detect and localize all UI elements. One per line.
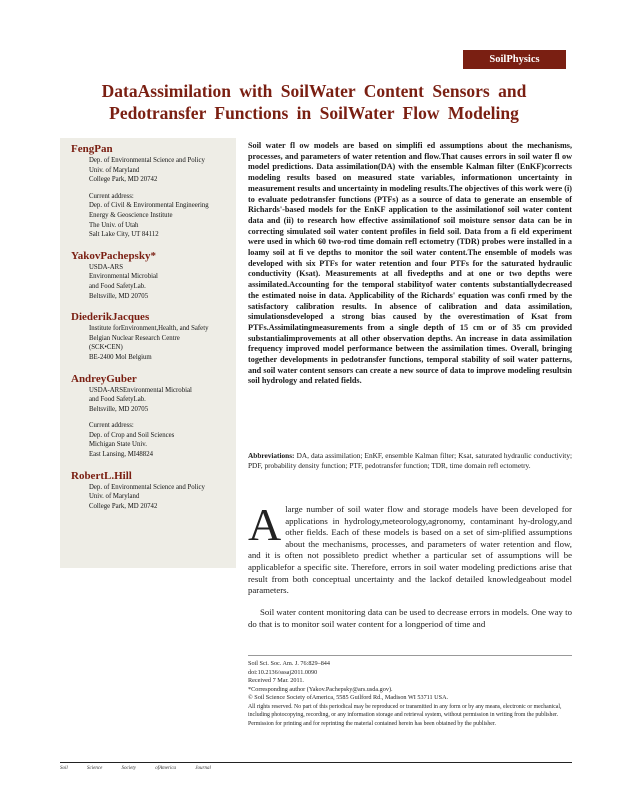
title-line-2: Pedotransfer Functions in SoilWater Flow Modeling [109, 103, 519, 123]
author-affiliations [60, 138, 236, 568]
affiliation-line: Dep. of Crop and Soil Sciences [89, 431, 175, 439]
corresponding-author: *Corresponding author (Yakov.Pachepsky@ars.usda.gov). [248, 685, 393, 693]
author-name: FengPan [71, 143, 113, 155]
drop-cap: A [248, 499, 282, 550]
affiliation-line: Dep. of Environmental Science and Policy [89, 483, 205, 491]
author-name: RobertL.Hill [71, 469, 132, 482]
affiliation-line: BE-2400 Mol Belgium [89, 353, 152, 361]
affiliation-line: College Park, MD 20742 [89, 502, 158, 510]
affiliation-line: Environmental Microbial [89, 273, 158, 281]
author-name: AndreyGuber [71, 372, 137, 385]
received-date: Received 7 Mar. 2011. [248, 677, 304, 684]
affiliation-line: Dep. of Civil & Environmental Engineering [89, 202, 209, 210]
affiliation-line: (SCK•CEN) [89, 344, 123, 352]
affiliation-line: Belgian Nuclear Research Centre [89, 334, 180, 342]
abbreviations-label: Abbreviations: [248, 451, 295, 460]
affiliation-line: Michigan State Univ. [89, 441, 147, 449]
affiliation-line: Energy & Geoscience Institute [89, 211, 173, 219]
intro-text: large number of soil water flow and storage models have been developed for applications in hydrology,meteorology,agronomy, contaminant hy-drology,and other fields. Each of these models is based on a set of sim-plified assumptions about the mechanisms, processes, and parameters of water retention and flow, and it is often not possibleto predict whether a particular set of assumptions will be applicablefor a specific site. Therefore, errors in soil water modeling predictions arise that result from both conceptual uncertainty and the lackof detailed knowledgeabout model parameters. [248, 504, 572, 596]
affiliation-line: Univ. of Maryland [89, 166, 140, 174]
copyright: © Soil Science Society ofAmerica, 5585 Guilford Rd., Madison WI 53711 USA. [248, 694, 449, 701]
affiliation-line: and Food SafetyLab. [89, 396, 146, 404]
affiliation-line: and Food SafetyLab. [89, 282, 146, 290]
affiliation-line: Current address: [89, 192, 134, 200]
affiliation-line: USDA-ARS [89, 263, 123, 271]
affiliation-line: Current address: [89, 422, 134, 430]
footnote-block [248, 660, 572, 728]
affiliation-line: Univ. of Maryland [89, 493, 140, 501]
affiliation-line: The Univ. of Utah [89, 221, 139, 229]
author-name: DiederikJacques [71, 311, 150, 324]
intro-paragraph-1 [248, 499, 572, 597]
affiliation-line: Salt Lake City, UT 84112 [89, 231, 159, 239]
citation: Soil Sci. Soc. Am. J. 76:829–844 [248, 660, 330, 667]
affiliation-line: College Park, MD 20742 [89, 176, 158, 184]
affiliation-line: Beltsville, MD 20705 [89, 405, 149, 413]
abbreviations-text: DA, data assimilation; EnKF, ensemble Kalman filter; Ksat, saturated hydraulic conductivity; PDF, probability density function; PTF, pedotransfer function; TDR, time domain refl ectometry. [248, 451, 573, 470]
bottom-rule [60, 762, 572, 763]
article-title [60, 80, 568, 124]
title-line-1: DataAssimilation with SoilWater Content Sensors and [101, 81, 527, 101]
abbreviations [248, 451, 572, 470]
footnote-divider [248, 655, 572, 656]
doi: doi:10.2136/sssaj2011.0090 [248, 668, 318, 676]
affiliation-line: Dep. of Environmental Science and Policy [89, 157, 205, 164]
affiliation-line: Beltsville, MD 20705 [89, 292, 149, 300]
affiliation-line: USDA-ARSEnvironmental Microbial [89, 386, 192, 394]
section-tag: SoilPhysics [463, 50, 566, 69]
affiliation-line: East Lansing, MI48824 [89, 451, 153, 459]
intro-paragraph-2: Soil water content monitoring data can be used to decrease errors in models. One way to do that is to monitor soil water content for a longperiod of time and [248, 607, 572, 629]
affiliation-line: Institute forEnvironment,Health, and Safety [89, 325, 209, 333]
author-name: YakovPachepsky* [71, 249, 156, 262]
rights-notice: All rights reserved. No part of this periodical may be reproduced or transmitted in any form or by any means, electronic or mechanical, including photocopying, recording, or any information storage and retrieval system, without permission in writing from the publisher. Permission for printing and for reprinting the material contained herein has been obtained by the publisher. [248, 703, 562, 727]
abstract: Soil water fl ow models are based on simplifi ed assumptions about the mechanisms, processes, and parameters of water retention and flow.That causes errors in soil water fl ow model predictions. Data assimilation(DA) with the ensemble Kalman filter (EnKF)corrects modeling results based on measured state variables, informationon uncertainty in measurement results and uncertainty in modeling results.The objectives of this work were (i) to evaluate pedotransfer functions (PTFs) as a source of data to generate an ensemble of Richards'-based models for the EnKF application to the assimilationof soil water content data and (ii) to research how effective assimilationof soil moisture sensor data can be in correcting simulated soil water content profiles in field soil. Data from a fi eld experiment were used in which 60 two-rod time domain refl ectometry (TDR) probes were installed in a loamy soil at fi ve depths to monitor the soil water content.The ensemble of models was developed with six PTFs for water retention and four PTFs for the saturated hydraulic conductivity (Ksat). Measurements at all fivedepths and at one or two depths were assimilated.Accounting for the temporal stabilityof water contents substantiallydecreased the estimated noise in data. Applicability of the Richards' equation was confi rmed by the satisfactory calibration results. In absence of calibration and data assimilation, simulationsdeveloped a strong bias caused by the overestimation of Ksat from PTFs.Assimilatingmeasurements from a single depth of 15 cm or of 35 cm provided substantialimprovements at all other observation depths. An increase in data assimilation frequency improved model performance between the assimilation times. Overall, bringing together developments in pedotransfer functions, temporal stability of soil water patterns, and soil water content sensors can create a new source of data to improve modeling resultsin soil hydrology and related fields. [248, 141, 572, 386]
journal-name: Soil Science Society ofAmerica Journal [60, 766, 211, 771]
